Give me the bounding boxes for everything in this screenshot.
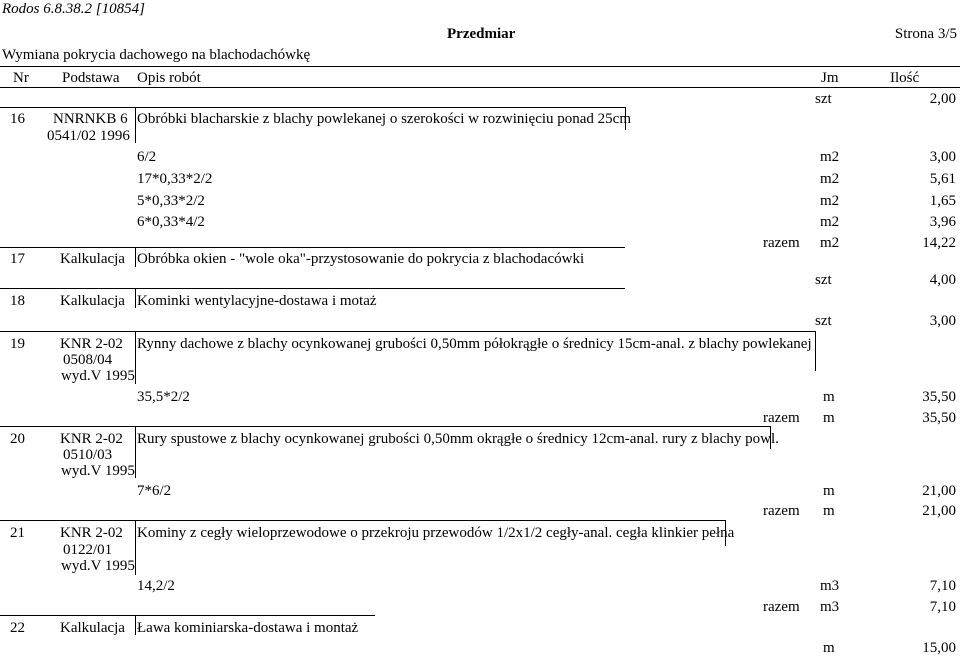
row-divider <box>135 331 136 384</box>
calc-value: 7,10 <box>929 578 956 594</box>
calc-value: 3,96 <box>929 214 956 230</box>
doc-title: Przedmiar <box>447 26 516 42</box>
row-rule <box>0 426 135 427</box>
calc-jm: m2 <box>820 171 840 187</box>
item-podstawa-line1: KNR 2-02 <box>60 336 123 352</box>
row-rule <box>0 107 135 108</box>
calc-jm: m3 <box>820 578 840 594</box>
calc-expression: 7*6/2 <box>137 483 172 499</box>
calc-jm: m2 <box>820 214 840 230</box>
item-nr: 17 <box>10 251 25 267</box>
header-top-rule <box>0 66 960 67</box>
item-podstawa: Kalkulacja <box>60 251 125 267</box>
item-podstawa-line3: wyd.V 1995 <box>61 368 135 384</box>
calc-expression: 6*0,33*4/2 <box>137 214 205 230</box>
top-total-jm: szt <box>815 91 832 107</box>
item-description: Obróbka okien - "wole oka"-przystosowanie do pokrycia z blachodacówki <box>137 251 585 267</box>
item-nr: 19 <box>10 336 25 352</box>
page-label: Strona 3/5 <box>894 26 957 42</box>
total-label: razem <box>763 503 800 519</box>
row-rule <box>135 426 770 427</box>
calc-jm: m <box>823 483 835 499</box>
item-description: Ława kominiarska-dostawa i montaż <box>137 620 359 636</box>
item-podstawa-line1: KNR 2-02 <box>60 431 123 447</box>
total-value: 21,00 <box>922 503 956 519</box>
calc-value: 35,50 <box>922 389 956 405</box>
total-label: razem <box>763 410 800 426</box>
row-rule <box>135 615 375 616</box>
row-rule <box>135 247 625 248</box>
item-podstawa-line2: 0541/02 1996 <box>47 128 130 144</box>
row-rule <box>135 331 815 332</box>
result-jm: szt <box>815 272 832 288</box>
total-value: 7,10 <box>929 599 956 615</box>
calc-expression: 6/2 <box>137 149 157 165</box>
item-nr: 16 <box>10 111 25 127</box>
result-jm: szt <box>815 313 832 329</box>
row-divider <box>135 247 136 267</box>
row-rule <box>135 107 625 108</box>
row-divider <box>135 520 136 575</box>
row-rule <box>135 520 725 521</box>
app-title: Rodos 6.8.38.2 [10854] <box>2 1 145 17</box>
calc-expression: 5*0,33*2/2 <box>137 193 205 209</box>
row-divider <box>135 615 136 635</box>
item-podstawa: Kalkulacja <box>60 620 125 636</box>
calc-value: 21,00 <box>922 483 956 499</box>
item-description: Rynny dachowe z blachy ocynkowanej grubości 0,50mm półokrągłe o średnicy 15cm-anal. z blachy powlekanej <box>137 336 812 352</box>
col-jm: Jm <box>821 70 839 86</box>
item-podstawa-line2: 0122/01 <box>63 542 113 558</box>
calc-expression: 35,5*2/2 <box>137 389 190 405</box>
row-divider <box>815 331 816 371</box>
calc-value: 1,65 <box>929 193 956 209</box>
calc-value: 5,61 <box>929 171 956 187</box>
row-rule <box>0 331 135 332</box>
item-description: Kominy z cegły wieloprzewodowe o przekroju przewodów 1/2x1/2 cegły-anal. cegła klinkier pełna <box>137 525 735 541</box>
total-label: razem <box>763 235 800 251</box>
item-nr: 22 <box>10 620 25 636</box>
result-value: 4,00 <box>929 272 956 288</box>
total-jm: m3 <box>820 599 840 615</box>
calc-jm: m2 <box>820 193 840 209</box>
calc-expression: 14,2/2 <box>137 578 175 594</box>
total-jm: m <box>823 503 835 519</box>
result-value: 3,00 <box>929 313 956 329</box>
item-podstawa-line2: 0510/03 <box>63 447 113 463</box>
row-divider <box>135 426 136 478</box>
top-total-value: 2,00 <box>929 91 956 107</box>
total-value: 14,22 <box>922 235 956 251</box>
item-description: Rury spustowe z blachy ocynkowanej grubości 0,50mm okrągłe o średnicy 12cm-anal. rury z blachy powl. <box>137 431 779 447</box>
project-title: Wymiana pokrycia dachowego na blachodachówkę <box>2 47 311 63</box>
header-bottom-rule <box>0 87 960 88</box>
row-divider <box>135 288 136 308</box>
calc-value: 3,00 <box>929 149 956 165</box>
item-podstawa-line1: NNRNKB 6 <box>53 111 128 127</box>
total-label: razem <box>763 599 800 615</box>
calc-expression: 17*0,33*2/2 <box>137 171 213 187</box>
result-value: 15,00 <box>922 640 956 656</box>
item-nr: 20 <box>10 431 25 447</box>
col-opis: Opis robót <box>137 70 201 86</box>
item-description: Obróbki blacharskie z blachy powlekanej o szerokości w rozwinięciu ponad 25cm <box>137 111 632 127</box>
col-podstawa: Podstawa <box>62 70 120 86</box>
col-nr: Nr <box>13 70 29 86</box>
row-rule <box>0 288 135 289</box>
item-podstawa-line3: wyd.V 1995 <box>61 558 135 574</box>
item-description: Kominki wentylacyjne-dostawa i motaż <box>137 293 377 309</box>
row-rule <box>0 247 135 248</box>
row-rule <box>0 520 135 521</box>
row-rule <box>135 288 625 289</box>
item-podstawa-line1: KNR 2-02 <box>60 525 123 541</box>
item-podstawa-line2: 0508/04 <box>63 352 113 368</box>
item-nr: 21 <box>10 525 25 541</box>
item-podstawa: Kalkulacja <box>60 293 125 309</box>
row-rule <box>0 615 135 616</box>
result-jm: m <box>823 640 835 656</box>
calc-jm: m2 <box>820 149 840 165</box>
total-jm: m <box>823 410 835 426</box>
item-podstawa-line3: wyd.V 1995 <box>61 463 135 479</box>
col-ilosc: Ilość <box>890 70 920 86</box>
total-value: 35,50 <box>922 410 956 426</box>
total-jm: m2 <box>820 235 840 251</box>
item-nr: 18 <box>10 293 25 309</box>
row-divider <box>135 107 136 143</box>
calc-jm: m <box>823 389 835 405</box>
